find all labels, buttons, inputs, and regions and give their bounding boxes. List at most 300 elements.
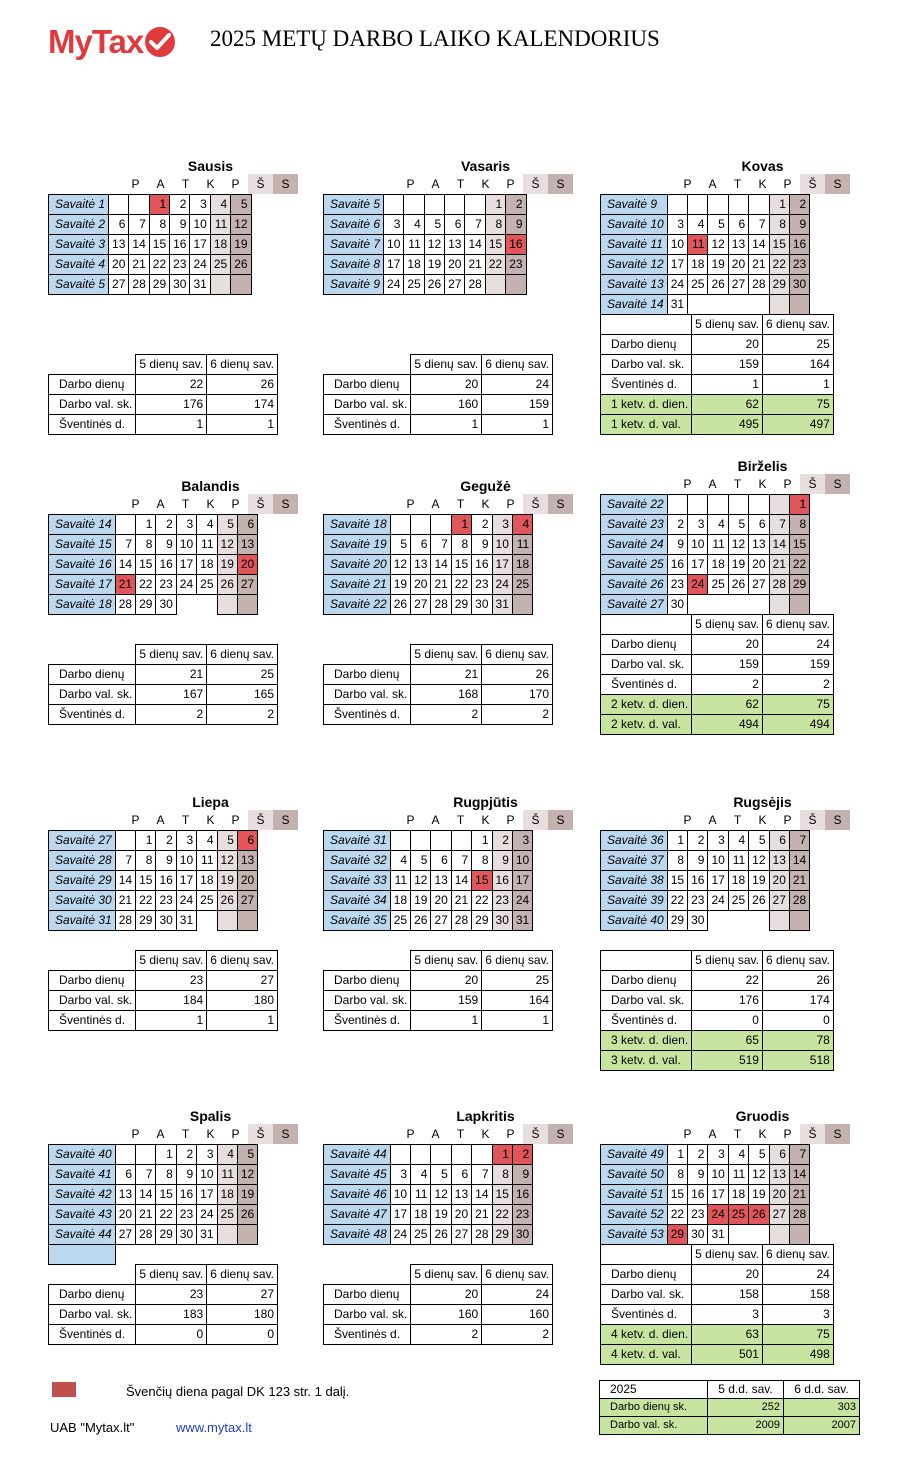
day-cell: 23 xyxy=(492,891,512,911)
stats-value: 0 xyxy=(762,1011,833,1031)
day-cell: 2 xyxy=(789,195,809,215)
stats-header: 6 dienų sav. xyxy=(762,615,833,635)
day-cell: 15 xyxy=(769,235,789,255)
day-cell: 3 xyxy=(176,515,196,535)
day-cell xyxy=(749,195,769,215)
day-cell: 24 xyxy=(384,275,404,295)
day-cell: 14 xyxy=(136,1185,156,1205)
day-cell: 1 xyxy=(769,195,789,215)
day-cell: 18 xyxy=(197,555,217,575)
stats-label: 4 ketv. d. val. xyxy=(601,1345,692,1365)
stats-corner xyxy=(601,951,692,971)
day-cell: 1 xyxy=(136,831,156,851)
day-cell: 6 xyxy=(237,831,257,851)
day-cell: 23 xyxy=(506,255,526,275)
day-cell: 19 xyxy=(749,1185,769,1205)
stats-label: Darbo val. sk. xyxy=(49,395,136,415)
stats-value: 158 xyxy=(692,1285,763,1305)
day-cell: 6 xyxy=(109,215,129,235)
weekday-header: Š xyxy=(248,810,273,830)
week-label: Savaitė 27 xyxy=(49,831,116,851)
day-cell: 9 xyxy=(789,215,809,235)
day-cell: 23 xyxy=(472,575,492,595)
stats-corner xyxy=(49,951,136,971)
day-cell: 1 xyxy=(472,831,492,851)
week-label: Savaitė 8 xyxy=(324,255,384,275)
week-label: Savaitė 16 xyxy=(49,555,116,575)
day-cell: 4 xyxy=(728,1145,748,1165)
day-cell: 4 xyxy=(210,195,230,215)
day-cell: 2 xyxy=(156,515,176,535)
stats-corner xyxy=(49,355,136,375)
day-cell: 14 xyxy=(749,235,769,255)
day-cell xyxy=(390,831,410,851)
stats-label: Darbo val. sk. xyxy=(601,655,692,675)
day-cell: 7 xyxy=(472,1165,492,1185)
stats-value: 0 xyxy=(136,1325,207,1345)
week-label: Savaitė 3 xyxy=(49,235,109,255)
day-cell: 5 xyxy=(217,515,237,535)
weekday-header: A xyxy=(156,497,165,511)
day-cell xyxy=(404,195,424,215)
day-cell xyxy=(769,595,789,615)
day-cell xyxy=(424,195,444,215)
day-cell: 10 xyxy=(492,535,512,555)
stats-label: Šventinės d. xyxy=(601,375,692,395)
weekday-header: P xyxy=(683,177,692,191)
day-cell: 22 xyxy=(492,1205,512,1225)
year-row-v6: 2007 xyxy=(784,1417,860,1435)
week-label: Savaitė 29 xyxy=(49,871,116,891)
day-cell: 10 xyxy=(197,1165,217,1185)
day-cell xyxy=(115,1145,135,1165)
stats-value: 160 xyxy=(482,1305,553,1325)
stats-value: 167 xyxy=(136,685,207,705)
day-cell: 19 xyxy=(411,891,431,911)
week-label: Savaitė 33 xyxy=(324,871,391,891)
stats-header: 5 dienų sav. xyxy=(136,1265,207,1285)
day-cell: 28 xyxy=(115,595,135,615)
stats-label: 2 ketv. d. dien. xyxy=(601,695,692,715)
day-cell: 16 xyxy=(472,555,492,575)
weekday-header: P xyxy=(683,1127,692,1141)
day-cell xyxy=(688,295,708,315)
day-cell: 26 xyxy=(728,575,748,595)
day-cell: 4 xyxy=(217,1145,237,1165)
stats-value: 164 xyxy=(762,355,833,375)
week-label: Savaitė 22 xyxy=(601,495,668,515)
day-cell xyxy=(472,1145,492,1165)
stats-header: 5 dienų sav. xyxy=(411,951,482,971)
day-cell: 13 xyxy=(769,851,789,871)
stats-value: 27 xyxy=(207,1285,278,1305)
day-cell: 24 xyxy=(176,891,196,911)
logo-text: MyTax xyxy=(48,23,144,60)
weekday-header: K xyxy=(758,477,767,491)
week-label: Savaitė 18 xyxy=(324,515,391,535)
day-cell: 23 xyxy=(688,891,708,911)
day-cell: 14 xyxy=(451,871,471,891)
day-cell: 13 xyxy=(237,851,257,871)
weekday-header: T xyxy=(456,497,465,511)
day-cell: 4 xyxy=(688,215,708,235)
month-name: Vasaris xyxy=(460,158,511,174)
day-cell xyxy=(728,595,748,615)
day-cell: 2 xyxy=(688,831,708,851)
week-label: Savaitė 51 xyxy=(601,1185,668,1205)
stats-value: 159 xyxy=(692,655,763,675)
weekday-header: K xyxy=(758,177,767,191)
weekday-header: T xyxy=(181,1127,190,1141)
week-label: Savaitė 38 xyxy=(601,871,668,891)
day-cell: 31 xyxy=(512,911,532,931)
checkmark-icon xyxy=(145,27,175,57)
stats-value: 2 xyxy=(411,1325,482,1345)
stats-value: 1 xyxy=(482,1011,553,1031)
day-cell: 14 xyxy=(769,535,789,555)
stats-value: 0 xyxy=(207,1325,278,1345)
week-label: Savaitė 31 xyxy=(324,831,391,851)
stats-value: 20 xyxy=(411,1285,482,1305)
stats-label: Šventinės d. xyxy=(324,705,411,725)
day-cell: 27 xyxy=(451,1225,471,1245)
day-cell: 25 xyxy=(411,1225,431,1245)
day-cell: 29 xyxy=(492,1225,512,1245)
day-cell: 6 xyxy=(769,831,789,851)
stats-value: 176 xyxy=(136,395,207,415)
stats-value: 75 xyxy=(762,395,833,415)
day-cell: 3 xyxy=(197,1145,217,1165)
day-cell: 11 xyxy=(728,851,748,871)
stats-label: 1 ketv. d. val. xyxy=(601,415,692,435)
stats-value: 2 xyxy=(411,705,482,725)
week-label: Savaitė 45 xyxy=(324,1165,391,1185)
day-cell: 1 xyxy=(156,1145,176,1165)
day-cell: 10 xyxy=(176,851,196,871)
day-cell: 9 xyxy=(688,851,708,871)
weekday-header: A xyxy=(156,1127,165,1141)
month-name: Spalis xyxy=(189,1108,232,1124)
day-cell: 9 xyxy=(512,1165,532,1185)
weekday-header: P xyxy=(131,1127,140,1141)
day-cell: 15 xyxy=(136,555,156,575)
day-cell: 1 xyxy=(492,1145,512,1165)
day-cell: 19 xyxy=(231,235,251,255)
month-stats-table xyxy=(600,314,834,435)
stats-label: Darbo dienų xyxy=(601,971,692,991)
week-label: Savaitė 1 xyxy=(49,195,109,215)
stats-label: Darbo dienų xyxy=(49,375,136,395)
day-cell: 15 xyxy=(492,1185,512,1205)
website-link[interactable]: www.mytax.lt xyxy=(176,1420,252,1435)
day-cell: 12 xyxy=(231,215,251,235)
weekday-header: T xyxy=(456,813,465,827)
day-cell xyxy=(728,295,748,315)
week-label: Savaitė 22 xyxy=(324,595,391,615)
stats-label: Darbo dienų xyxy=(324,375,411,395)
day-cell: 18 xyxy=(404,255,424,275)
week-label: Savaitė 28 xyxy=(49,851,116,871)
day-cell xyxy=(237,911,257,931)
year-row-label: Darbo val. sk. xyxy=(600,1417,708,1435)
day-cell: 16 xyxy=(156,555,176,575)
stats-value: 24 xyxy=(482,1285,553,1305)
day-cell: 3 xyxy=(512,831,532,851)
day-cell: 25 xyxy=(197,575,217,595)
day-cell: 23 xyxy=(176,1205,196,1225)
day-cell: 9 xyxy=(156,535,176,555)
day-cell: 13 xyxy=(237,535,257,555)
day-cell: 17 xyxy=(384,255,404,275)
day-cell: 27 xyxy=(115,1225,135,1245)
day-cell xyxy=(708,595,728,615)
month-calendar-table xyxy=(600,830,810,931)
month-calendar-table xyxy=(48,194,252,295)
day-cell: 26 xyxy=(749,891,769,911)
day-cell: 24 xyxy=(708,891,728,911)
day-cell xyxy=(431,1145,451,1165)
day-cell: 1 xyxy=(667,1145,687,1165)
day-cell: 4 xyxy=(411,1165,431,1185)
day-cell: 23 xyxy=(156,891,176,911)
day-cell: 8 xyxy=(451,535,471,555)
day-cell: 29 xyxy=(156,1225,176,1245)
weekday-header: T xyxy=(733,813,742,827)
day-cell: 12 xyxy=(390,555,410,575)
stats-corner xyxy=(601,315,692,335)
day-cell: 4 xyxy=(390,851,410,871)
day-cell: 13 xyxy=(411,555,431,575)
day-cell: 8 xyxy=(667,851,687,871)
day-cell: 20 xyxy=(749,555,769,575)
day-cell: 20 xyxy=(411,575,431,595)
day-cell: 10 xyxy=(190,215,210,235)
day-cell: 8 xyxy=(789,515,809,535)
day-cell: 26 xyxy=(431,1225,451,1245)
stats-label: Darbo dienų xyxy=(324,1285,411,1305)
day-cell: 24 xyxy=(667,275,687,295)
week-label: Savaitė 40 xyxy=(601,911,668,931)
week-label: Savaitė 49 xyxy=(601,1145,668,1165)
stats-label: Šventinės d. xyxy=(324,1011,411,1031)
month-name: Balandis xyxy=(181,478,240,494)
week-label xyxy=(49,1245,116,1265)
month-calendar-table xyxy=(323,514,533,615)
week-label: Savaitė 7 xyxy=(324,235,384,255)
day-cell xyxy=(789,1225,809,1245)
day-cell: 29 xyxy=(149,275,169,295)
day-cell: 22 xyxy=(472,891,492,911)
day-cell: 1 xyxy=(451,515,471,535)
month-name: Kovas xyxy=(741,158,784,174)
month-name: Rugsėjis xyxy=(733,794,792,810)
day-cell: 27 xyxy=(769,1205,789,1225)
stats-header: 5 dienų sav. xyxy=(692,951,763,971)
day-cell xyxy=(749,295,769,315)
stats-label: Darbo val. sk. xyxy=(601,1285,692,1305)
day-cell: 15 xyxy=(667,1185,687,1205)
stats-value: 21 xyxy=(411,665,482,685)
day-cell: 7 xyxy=(115,851,135,871)
stats-value: 1 xyxy=(692,375,763,395)
stats-value: 75 xyxy=(762,1325,833,1345)
weekday-header: Š xyxy=(800,474,825,494)
day-cell xyxy=(769,911,789,931)
day-cell: 21 xyxy=(465,255,485,275)
stats-label: Darbo dienų xyxy=(324,665,411,685)
day-cell: 23 xyxy=(667,575,687,595)
stats-value: 498 xyxy=(762,1345,833,1365)
weekday-header: T xyxy=(181,497,190,511)
stats-value: 159 xyxy=(692,355,763,375)
day-cell: 25 xyxy=(390,911,410,931)
day-cell xyxy=(136,1245,156,1265)
day-cell: 30 xyxy=(170,275,190,295)
weekday-header: P xyxy=(783,813,792,827)
day-cell: 30 xyxy=(667,595,687,615)
day-cell: 13 xyxy=(451,1185,471,1205)
day-cell: 14 xyxy=(789,851,809,871)
day-cell: 19 xyxy=(217,555,237,575)
month-stats-table xyxy=(48,1264,278,1345)
stats-header: 6 dienų sav. xyxy=(207,355,278,375)
stats-label: Darbo dienų xyxy=(49,971,136,991)
day-cell: 6 xyxy=(749,515,769,535)
stats-label: 3 ketv. d. val. xyxy=(601,1051,692,1071)
stats-label: Darbo val. sk. xyxy=(324,395,411,415)
stats-value: 1 xyxy=(136,1011,207,1031)
day-cell: 31 xyxy=(176,911,196,931)
day-cell: 17 xyxy=(708,871,728,891)
stats-value: 20 xyxy=(692,335,763,355)
day-cell: 8 xyxy=(769,215,789,235)
month-calendar-table xyxy=(48,514,258,615)
day-cell: 26 xyxy=(217,575,237,595)
month-name: Liepa xyxy=(192,794,229,810)
weekday-header: P xyxy=(783,177,792,191)
day-cell xyxy=(506,275,526,295)
day-cell: 24 xyxy=(390,1225,410,1245)
stats-value: 174 xyxy=(207,395,278,415)
stats-label: 3 ketv. d. dien. xyxy=(601,1031,692,1051)
day-cell: 20 xyxy=(769,1185,789,1205)
day-cell: 9 xyxy=(176,1165,196,1185)
day-cell: 15 xyxy=(451,555,471,575)
stats-value: 495 xyxy=(692,415,763,435)
day-cell: 20 xyxy=(769,871,789,891)
day-cell: 27 xyxy=(109,275,129,295)
day-cell: 4 xyxy=(197,831,217,851)
stats-value: 497 xyxy=(762,415,833,435)
stats-value: 1 xyxy=(411,415,482,435)
day-cell: 29 xyxy=(136,911,156,931)
day-cell: 13 xyxy=(769,1165,789,1185)
stats-value: 20 xyxy=(411,971,482,991)
day-cell: 4 xyxy=(404,215,424,235)
day-cell xyxy=(384,195,404,215)
weekday-header: P xyxy=(231,497,240,511)
day-cell: 22 xyxy=(451,575,471,595)
stats-header: 6 dienų sav. xyxy=(762,951,833,971)
day-cell: 31 xyxy=(708,1225,728,1245)
stats-corner xyxy=(601,615,692,635)
day-cell: 25 xyxy=(688,275,708,295)
weekday-header: S xyxy=(825,1124,850,1144)
day-cell: 23 xyxy=(170,255,190,275)
day-cell xyxy=(667,495,687,515)
stats-value: 494 xyxy=(692,715,763,735)
day-cell: 15 xyxy=(485,235,505,255)
week-label: Savaitė 12 xyxy=(601,255,668,275)
day-cell: 11 xyxy=(411,1185,431,1205)
day-cell: 21 xyxy=(431,575,451,595)
day-cell: 7 xyxy=(789,831,809,851)
day-cell: 26 xyxy=(424,275,444,295)
day-cell xyxy=(789,295,809,315)
weekday-header: P xyxy=(131,177,140,191)
day-cell xyxy=(749,1225,769,1245)
day-cell: 11 xyxy=(197,535,217,555)
day-cell xyxy=(176,595,196,615)
day-cell xyxy=(210,275,230,295)
day-cell xyxy=(512,595,532,615)
stats-value: 62 xyxy=(692,395,763,415)
day-cell: 18 xyxy=(728,871,748,891)
day-cell: 29 xyxy=(667,911,687,931)
day-cell: 4 xyxy=(708,515,728,535)
day-cell xyxy=(411,1145,431,1165)
day-cell xyxy=(411,831,431,851)
stats-value: 1 xyxy=(411,1011,482,1031)
day-cell: 12 xyxy=(431,1185,451,1205)
day-cell: 7 xyxy=(769,515,789,535)
day-cell: 7 xyxy=(789,1145,809,1165)
weekday-header: A xyxy=(431,813,440,827)
day-cell: 24 xyxy=(708,1205,728,1225)
day-cell: 17 xyxy=(492,555,512,575)
stats-value: 2 xyxy=(692,675,763,695)
day-cell: 26 xyxy=(708,275,728,295)
stats-header: 5 dienų sav. xyxy=(136,645,207,665)
week-label: Savaitė 18 xyxy=(49,595,116,615)
stats-header: 6 dienų sav. xyxy=(482,645,553,665)
weekday-header: A xyxy=(708,1127,717,1141)
stats-header: 5 dienų sav. xyxy=(692,315,763,335)
stats-corner xyxy=(324,645,411,665)
day-cell: 27 xyxy=(445,275,465,295)
day-cell: 6 xyxy=(115,1165,135,1185)
day-cell: 6 xyxy=(237,515,257,535)
year-header-5: 5 d.d. sav. xyxy=(708,1381,784,1399)
weekday-header: A xyxy=(708,177,717,191)
day-cell: 6 xyxy=(451,1165,471,1185)
weekday-header: Š xyxy=(523,174,548,194)
day-cell: 14 xyxy=(115,871,135,891)
stats-value: 519 xyxy=(692,1051,763,1071)
day-cell: 2 xyxy=(170,195,190,215)
day-cell: 3 xyxy=(390,1165,410,1185)
day-cell xyxy=(708,295,728,315)
day-cell: 12 xyxy=(424,235,444,255)
month-stats-table xyxy=(48,950,278,1031)
stats-value: 26 xyxy=(482,665,553,685)
day-cell: 11 xyxy=(404,235,424,255)
weekday-header: Š xyxy=(800,1124,825,1144)
weekday-header: T xyxy=(733,1127,742,1141)
month-stats-table xyxy=(323,644,553,725)
day-cell: 5 xyxy=(431,1165,451,1185)
day-cell: 20 xyxy=(237,555,257,575)
